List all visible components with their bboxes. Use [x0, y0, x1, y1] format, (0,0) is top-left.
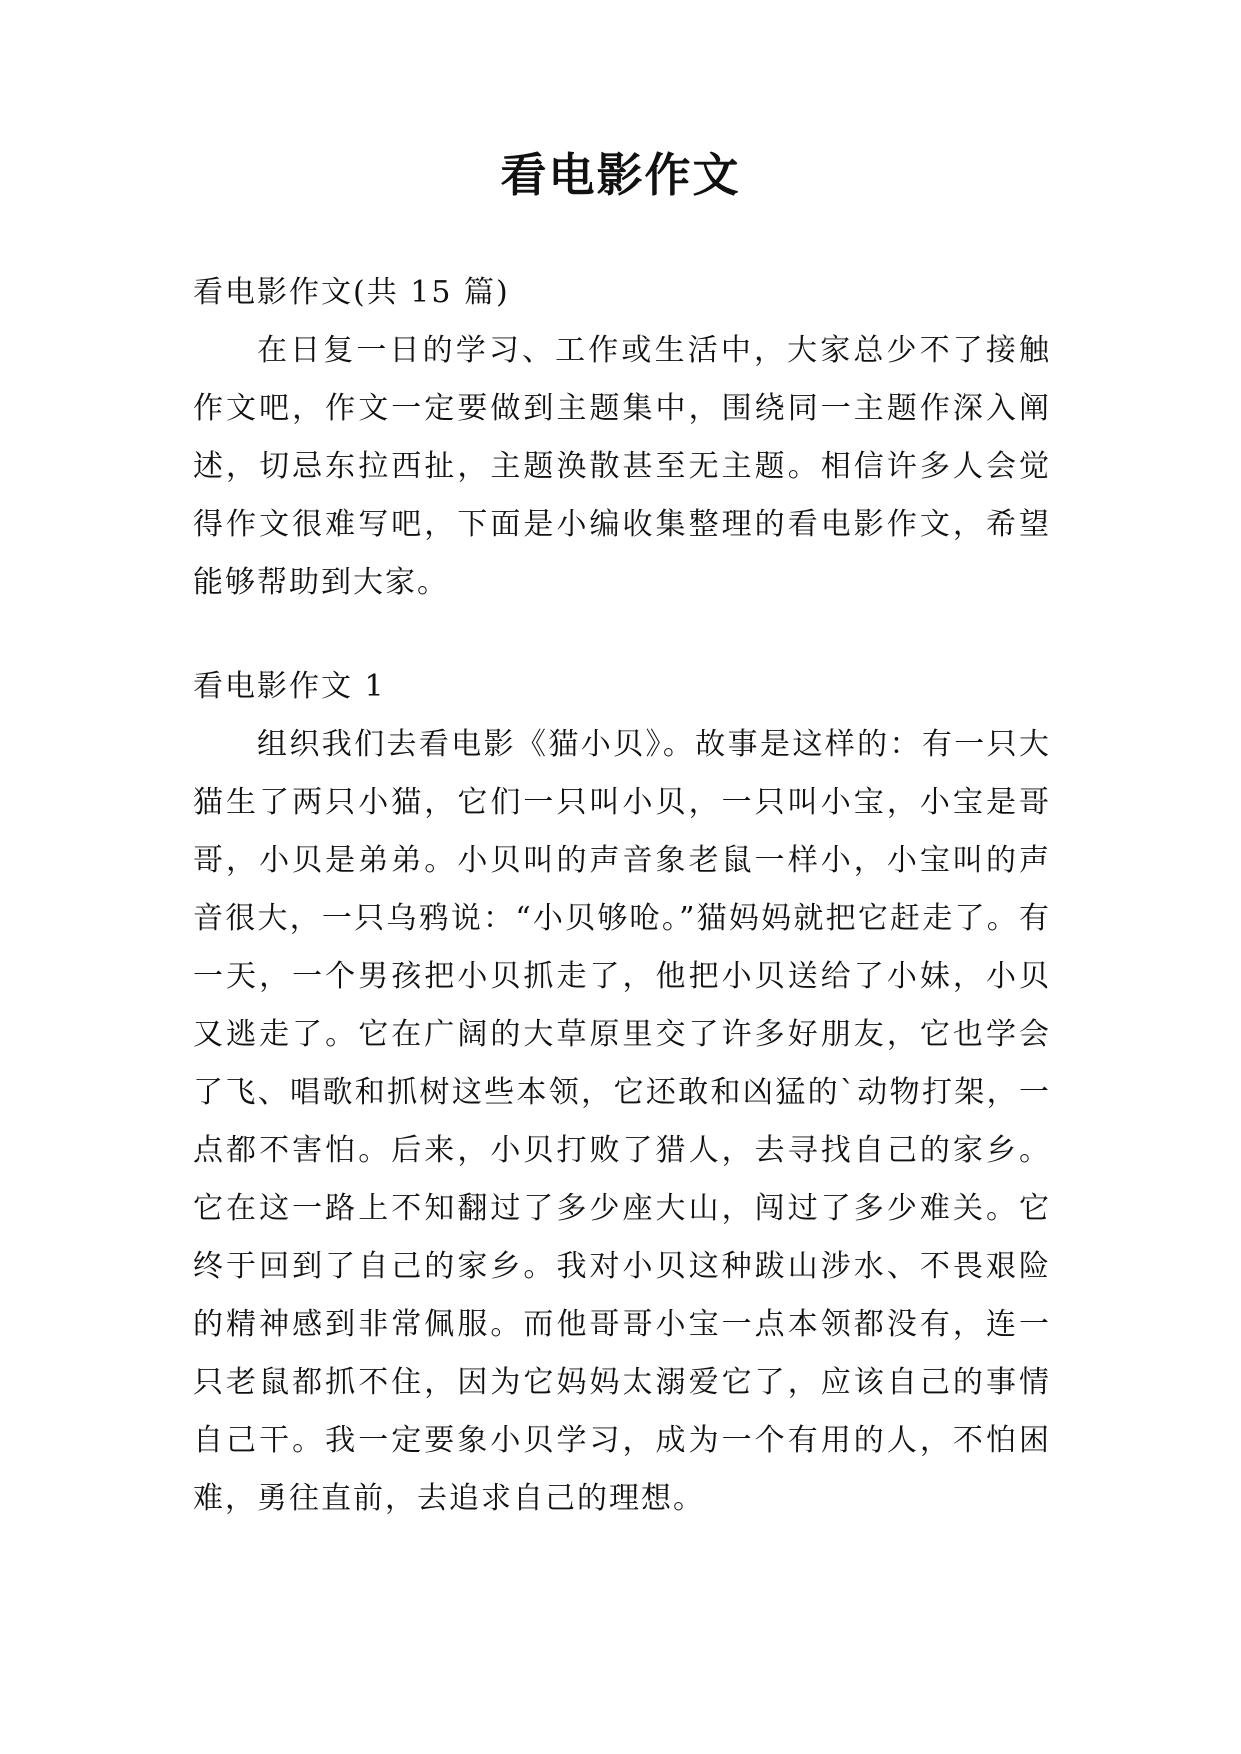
section-paragraph: 组织我们去看电影《猫小贝》。故事是这样的：有一只大猫生了两只小猫，它们一只叫小贝，一只叫小宝，小宝是哥哥，小贝是弟弟。小贝叫的声音象老鼠一样小，小宝叫的声音很大，一只乌鸦说：“小贝够呛。”猫妈妈就把它赶走了。有一天，一个男孩把小贝抓走了，他把小贝送给了小妹，小贝又逃走了。它在广阔的大草原里交了许多好朋友，它也学会了飞、唱歌和抓树这些本领，它还敢和凶猛的`动物打架，一点都不害怕。后来，小贝打败了猎人，去寻找自己的家乡。它在这一路上不知翻过了多少座大山，闯过了多少难关。它终于回到了自己的家乡。我对小贝这种跋山涉水、不畏艰险的精神感到非常佩服。而他哥哥小宝一点本领都没有，连一只老鼠都抓不住，因为它妈妈太溺爱它了，应该自己的事情自己干。我一定要象小贝学习，成为一个有用的人，不怕困难，勇往直前，去追求自己的理想。 — [193, 727, 1051, 1516]
intro-paragraph: 在日复一日的学习、工作或生活中，大家总少不了接触作文吧，作文一定要做到主题集中，围绕同一主题作深入阐述，切忌东拉西扯，主题涣散甚至无主题。相信许多人会觉得作文很难写吧，下面是小编收集整理的看电影作文，希望能够帮助到大家。 — [193, 333, 1051, 600]
document-title: 看电影作文 — [500, 148, 741, 202]
document-subtitle: 看电影作文(共 15 篇) — [193, 275, 510, 310]
document-content — [193, 264, 1051, 1528]
section-heading: 看电影作文 1 — [193, 669, 386, 704]
section-spacer — [193, 612, 1051, 658]
